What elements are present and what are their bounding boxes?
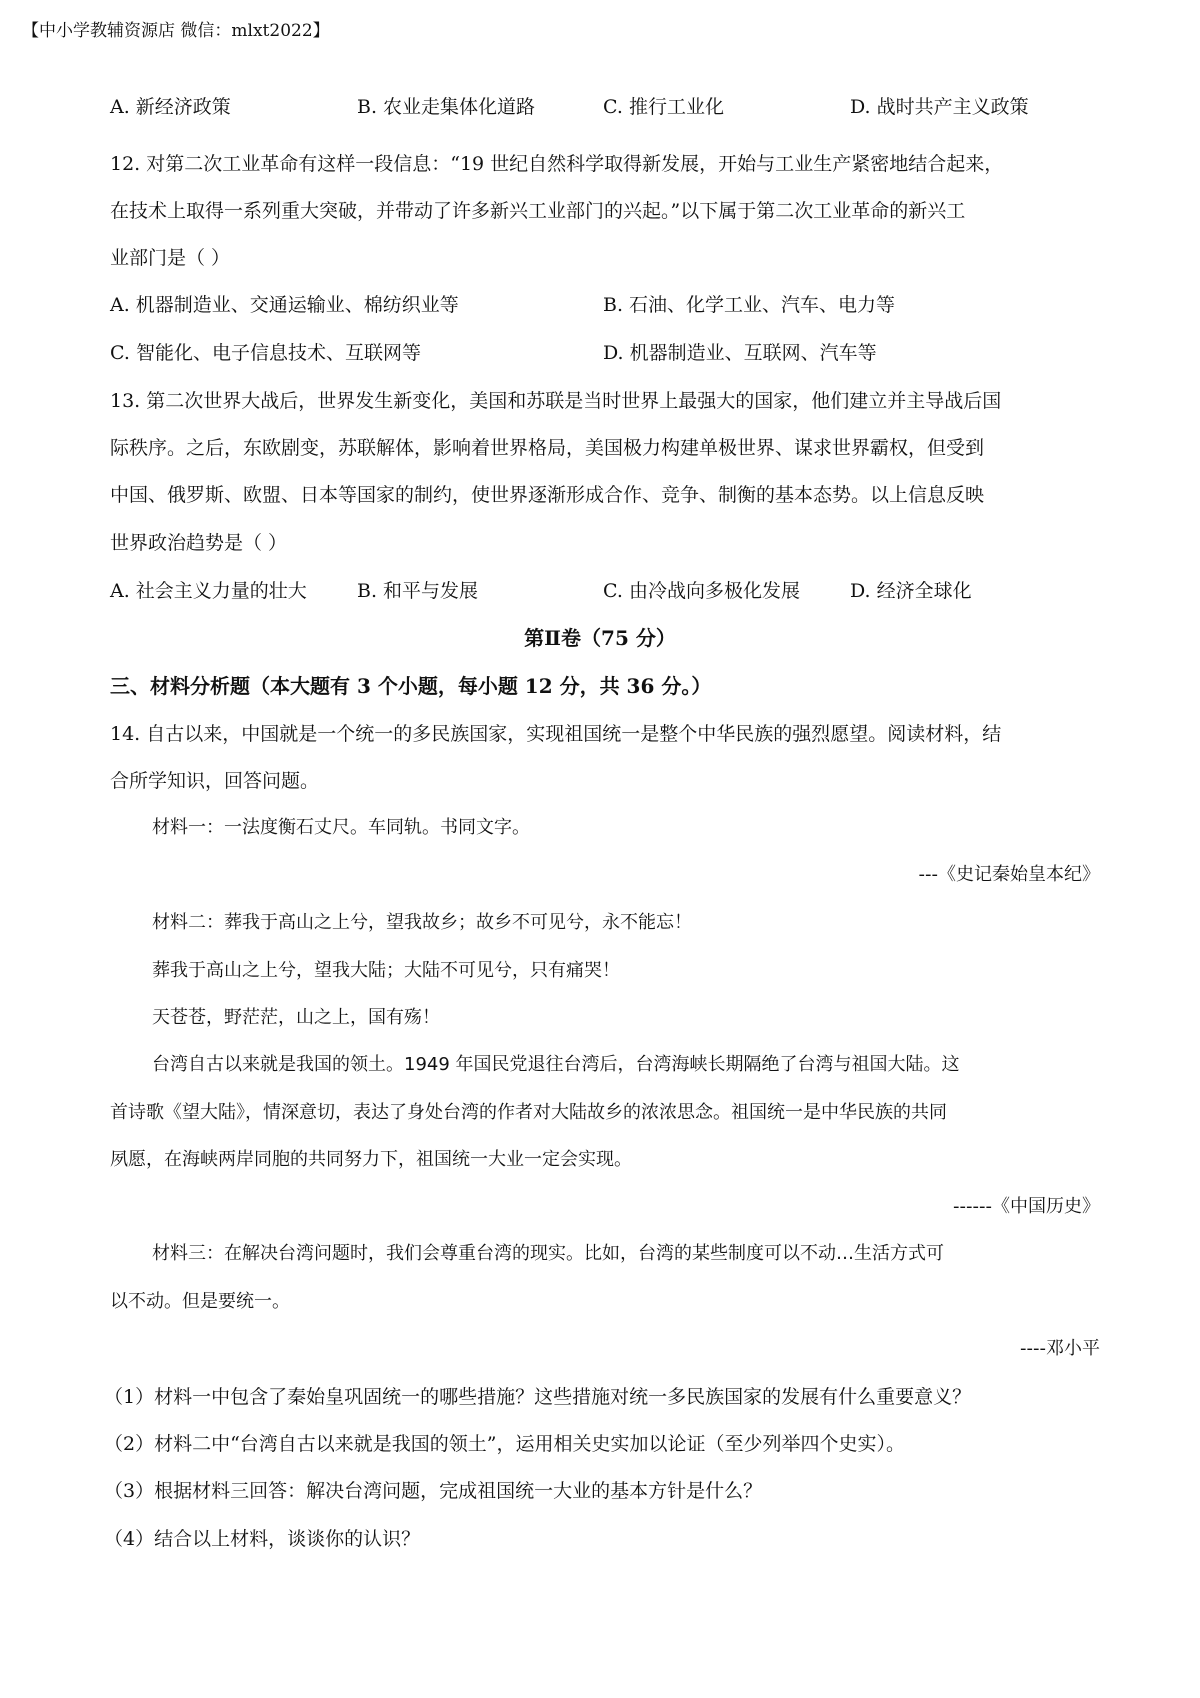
material-1: 材料一：一法度衡石丈尺。车同轨。书同文字。 xyxy=(152,817,530,838)
q14-stem-line: 合所学知识，回答问题。 xyxy=(110,770,320,792)
q12-stem-line: 在技术上取得一系列重大突破，并带动了许多新兴工业部门的兴起。”以下属于第二次工业革命的新兴工 xyxy=(110,200,966,222)
material-2-line: 葬我于高山之上兮，望我大陆；大陆不可见兮，只有痛哭！ xyxy=(152,960,620,981)
q13-option-a: A. 社会主义力量的壮大 xyxy=(110,580,307,602)
material-2-source: ------《中国历史》 xyxy=(953,1196,1100,1217)
q14-subquestion: （1）材料一中包含了秦始皇巩固统一的哪些措施？这些措施对统一多民族国家的发展有什么重要意义？ xyxy=(104,1386,972,1408)
material-2-line: 夙愿，在海峡两岸同胞的共同努力下，祖国统一大业一定会实现。 xyxy=(110,1149,632,1170)
q11-option-c: C. 推行工业化 xyxy=(603,96,724,118)
section-title: 第Ⅱ卷（75 分） xyxy=(524,626,676,650)
q13-stem-line: 中国、俄罗斯、欧盟、日本等国家的制约，使世界逐渐形成合作、竞争、制衡的基本态势。以上信息反映 xyxy=(110,484,985,506)
material-2-line: 天苍苍，野茫茫，山之上，国有殇！ xyxy=(152,1007,440,1028)
q14-subquestion: （3）根据材料三回答：解决台湾问题，完成祖国统一大业的基本方针是什么？ xyxy=(104,1480,763,1502)
q13-option-d: D. 经济全球化 xyxy=(850,580,972,602)
material-1-source: ---《史记秦始皇本纪》 xyxy=(918,864,1100,885)
part-title: 三、材料分析题（本大题有 3 个小题，每小题 12 分，共 36 分。） xyxy=(110,674,712,698)
material-2-line: 材料二：葬我于高山之上兮，望我故乡；故乡不可见兮，永不能忘！ xyxy=(152,912,692,933)
material-3-line: 以不动。但是要统一。 xyxy=(110,1291,290,1312)
material-3-source: ----邓小平 xyxy=(1020,1338,1100,1359)
q13-stem-line: 际秩序。之后，东欧剧变，苏联解体，影响着世界格局，美国极力构建单极世界、谋求世界霸权，但受到 xyxy=(110,437,985,459)
q14-stem-line: 14. 自古以来，中国就是一个统一的多民族国家，实现祖国统一是整个中华民族的强烈愿望。阅读材料，结 xyxy=(110,723,1002,745)
material-3-line: 材料三：在解决台湾问题时，我们会尊重台湾的现实。比如，台湾的某些制度可以不动…生活方式可 xyxy=(152,1243,944,1264)
q11-option-d: D. 战时共产主义政策 xyxy=(850,96,1029,118)
page-header: 【中小学教辅资源店 微信：mlxt2022】 xyxy=(22,21,330,41)
q12-stem-line: 业部门是（ ） xyxy=(110,247,231,269)
material-2-line: 首诗歌《望大陆》，情深意切，表达了身处台湾的作者对大陆故乡的浓浓思念。祖国统一是中华民族的共同 xyxy=(110,1102,947,1123)
q11-option-b: B. 农业走集体化道路 xyxy=(357,96,536,118)
q12-option-b: B. 石油、化学工业、汽车、电力等 xyxy=(603,294,896,316)
q12-option-d: D. 机器制造业、互联网、汽车等 xyxy=(603,342,877,364)
q13-option-c: C. 由冷战向多极化发展 xyxy=(603,580,800,602)
q13-stem-line: 13. 第二次世界大战后，世界发生新变化，美国和苏联是当时世界上最强大的国家，他们建立并主导战后国 xyxy=(110,390,1002,412)
q12-option-c: C. 智能化、电子信息技术、互联网等 xyxy=(110,342,421,364)
q13-option-b: B. 和平与发展 xyxy=(357,580,479,602)
material-2-line: 台湾自古以来就是我国的领土。1949 年国民党退往台湾后，台湾海峡长期隔绝了台湾与祖国大陆。这 xyxy=(152,1054,960,1075)
q12-stem-line: 12. 对第二次工业革命有这样一段信息：“19 世纪自然科学取得新发展，开始与工业生产紧密地结合起来， xyxy=(110,153,1004,175)
q14-subquestion: （2）材料二中“台湾自古以来就是我国的领土”，运用相关史实加以论证（至少列举四个史实）。 xyxy=(104,1433,906,1455)
q11-option-a: A. 新经济政策 xyxy=(110,96,231,118)
q14-subquestion: （4）结合以上材料，谈谈你的认识？ xyxy=(104,1528,421,1550)
q12-option-a: A. 机器制造业、交通运输业、棉纺织业等 xyxy=(110,294,459,316)
q13-stem-line: 世界政治趋势是（ ） xyxy=(110,532,288,554)
